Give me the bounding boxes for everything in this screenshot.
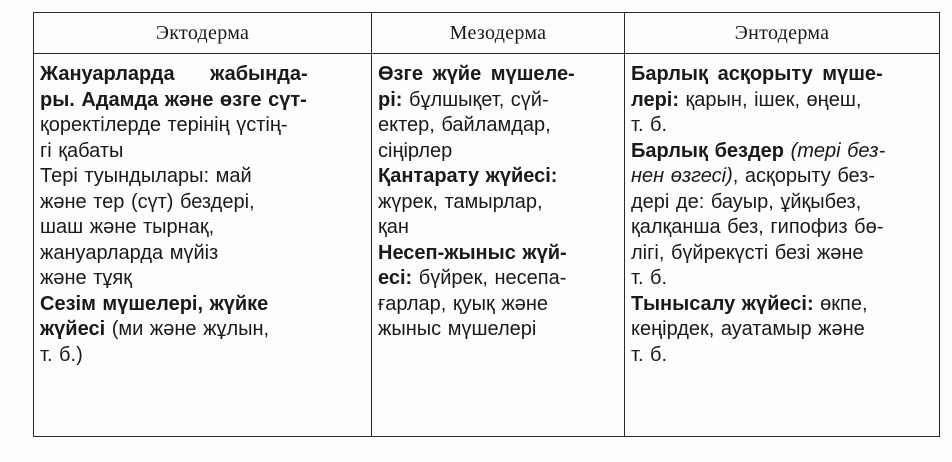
endoderm-text-line [631,139,933,165]
ectoderm-text-segment: т. б.) [40,343,83,366]
mesoderm-text-segment: сіңірлер [378,139,453,162]
endoderm-text-line [631,113,933,139]
endoderm-text-segment: т. б. [631,114,668,136]
ectoderm-text-line [40,88,365,114]
endoderm-text-line [631,215,933,241]
ectoderm-text-segment: гі қабаты [40,139,124,162]
ectoderm-text-segment: және тер (сүт) бездері, [40,190,255,213]
endoderm-text-segment: Барлық бездер [631,139,785,162]
ectoderm-text-line [40,266,365,292]
mesoderm-text-segment: ғарлар, қуық және [378,292,548,315]
endoderm-text-line [631,164,933,190]
endoderm-text-segment: (тері без- [784,139,886,162]
mesoderm-text-segment: қан [378,216,409,238]
ectoderm-text-line [40,317,365,343]
ectoderm-text-segment: (ми және жұлын, [105,318,270,340]
endoderm-text-segment: қарын, ішек, өңеш, [679,88,862,111]
ectoderm-text-segment: ры. Адамда және өзге сүт- [40,88,307,111]
ectoderm-text-line [40,292,365,318]
endoderm-text-segment: дері де: бауыр, ұйқыбез, [631,190,862,213]
ectoderm-cell [34,54,372,437]
endoderm-cell [625,54,940,437]
mesoderm-text-segment: Өзге жүйе мүшеле- [378,63,575,85]
mesoderm-text-line [378,190,618,216]
endoderm-text-segment: қалқанша без, гипофиз бө- [631,216,884,238]
mesoderm-text-line [378,62,618,88]
ectoderm-text-segment: жүйесі [40,318,106,340]
ectoderm-text-line [40,215,365,241]
mesoderm-text-line [378,266,618,292]
ectoderm-text-segment: Сезім мүшелері, жүйке [40,292,269,315]
table-header-row [34,13,940,54]
header-ectoderm: Эктодерма [34,13,372,54]
ectoderm-text-line [40,113,365,139]
ectoderm-text-line [40,241,365,267]
ectoderm-text-line [40,139,365,165]
ectoderm-text-segment: жануарларда мүйіз [40,241,219,264]
endoderm-text-segment: лігі, бүйрекүсті безі және [631,241,864,264]
mesoderm-text-segment: бүйрек, несепа- [412,267,567,289]
endoderm-text-line [631,343,933,369]
endoderm-text-segment: лері: [631,88,679,111]
endoderm-text-segment: Барлық асқорыту мүше- [631,63,883,85]
ectoderm-text-segment: Жануарларда жабында- [40,63,308,85]
ectoderm-text-segment: шаш және тырнақ, [40,216,215,238]
endoderm-text-line [631,62,933,88]
endoderm-text-segment: т. б. [631,343,668,366]
ectoderm-text-segment: және тұяқ [40,267,132,289]
mesoderm-text-segment: жыныс мүшелері [378,318,537,340]
mesoderm-cell [372,54,625,437]
ectoderm-text-line [40,343,365,369]
endoderm-text-segment: т. б. [631,267,668,289]
ectoderm-text-line [40,164,365,190]
endoderm-text-segment: өкпе, [813,292,868,315]
ectoderm-text-segment: қоректілерде терінің үстің- [40,114,288,136]
endoderm-text-line [631,266,933,292]
mesoderm-text-line [378,113,618,139]
mesoderm-text-segment: ектер, байламдар, [378,114,551,136]
mesoderm-text-line [378,139,618,165]
mesoderm-text-segment: жүрек, тамырлар, [378,190,543,213]
ectoderm-text-segment: Тері туындылары: май [40,165,252,187]
endoderm-text-line [631,190,933,216]
mesoderm-text-line [378,317,618,343]
endoderm-text-line [631,88,933,114]
mesoderm-text-line [378,164,618,190]
endoderm-text-line [631,317,933,343]
table-row [34,54,940,437]
mesoderm-text-line [378,292,618,318]
endoderm-text-segment: кеңірдек, ауатамыр және [631,318,865,340]
endoderm-text-segment: , асқорыту без- [732,165,876,187]
endoderm-text-line [631,292,933,318]
mesoderm-text-line [378,241,618,267]
endoderm-text-segment: Тынысалу жүйесі: [631,292,814,315]
ectoderm-text-line [40,190,365,216]
mesoderm-text-line [378,88,618,114]
mesoderm-text-line [378,215,618,241]
header-endoderm: Энтодерма [625,13,940,54]
header-mesoderm: Мезодерма [372,13,625,54]
germ-layers-table [33,12,940,437]
mesoderm-text-segment: Қантарату жүйесі: [378,165,558,187]
mesoderm-text-segment: Несеп-жыныс жүй- [378,241,567,264]
endoderm-text-line [631,241,933,267]
ectoderm-text-line [40,62,365,88]
endoderm-text-segment: нен өзгесі) [631,165,733,187]
mesoderm-text-segment: бұлшықет, сүй- [402,88,549,111]
mesoderm-text-segment: рі: [378,88,403,111]
mesoderm-text-segment: есі: [378,267,413,289]
